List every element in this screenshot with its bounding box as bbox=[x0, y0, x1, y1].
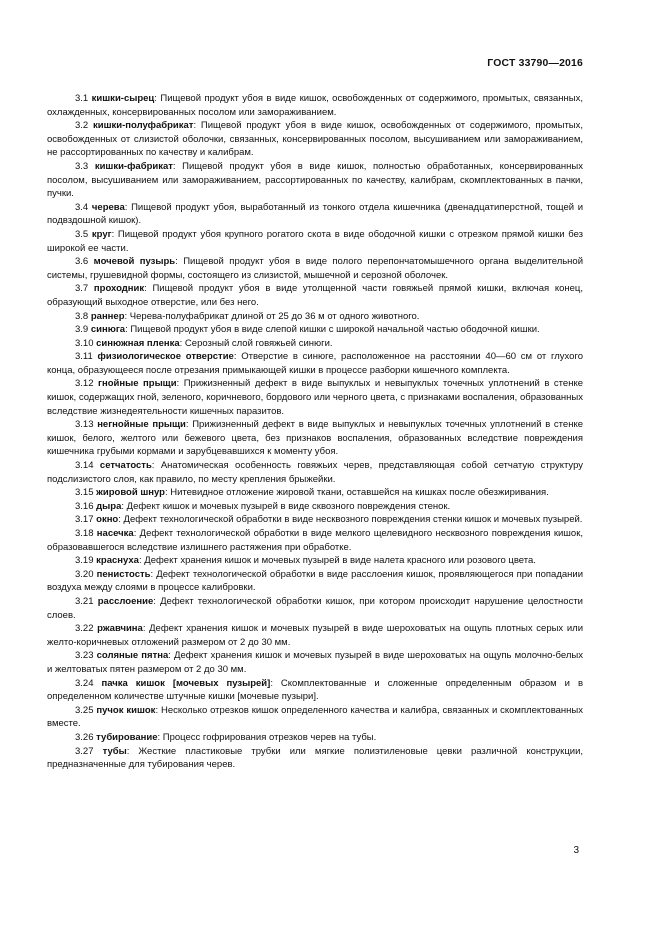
definitions-section bbox=[47, 92, 583, 772]
definition-entry bbox=[47, 119, 583, 160]
entry-term: расслоение bbox=[97, 595, 154, 607]
definition-entry bbox=[47, 554, 583, 568]
entry-number: 3.11 bbox=[75, 351, 93, 363]
entry-definition: : Нитевидное отложение жировой ткани, оставшейся на кишках после обезжиривания. bbox=[164, 487, 549, 499]
definition-entry bbox=[47, 377, 583, 418]
entry-definition: : Дефект хранения кишок и мочевых пузырей в виде шероховатых на ощупь молочно-белых и желтоватых пятен размером от 2 до 30 мм. bbox=[47, 650, 583, 675]
entry-term: дыра bbox=[96, 500, 122, 512]
definition-entry bbox=[47, 649, 583, 676]
entry-number: 3.7 bbox=[75, 283, 89, 295]
entry-term: насечка bbox=[96, 528, 134, 539]
definition-entry bbox=[47, 201, 583, 228]
entry-definition: : Черева-полуфабрикат длиной от 25 до 36 м от одного животного. bbox=[124, 310, 420, 322]
entry-definition: : Пищевой продукт убоя в виде кишок, освобожденных от содержимого, промытых, освобожденных от слизистой оболочки, связанных, консервированных посолом, высушиванием или замораживанием, не рассортированных по качеству и калибрам. bbox=[47, 120, 584, 159]
entry-number: 3.10 bbox=[75, 337, 94, 349]
entry-definition: : Пищевой продукт убоя в виде полого перепончатомышечного органа выделительной системы, грушевидной формы, состоящего из слизистой, мышечной и серозной оболочек. bbox=[47, 256, 584, 281]
entry-term: кишки-сырец bbox=[91, 93, 155, 104]
entry-definition: : Жесткие пластиковые трубки или мягкие полиэтиленовые цевки различной конструкции, предназначенные для тубирования черев. bbox=[47, 745, 584, 771]
entry-term: пенистость bbox=[96, 568, 151, 580]
definition-entry bbox=[47, 310, 583, 324]
entry-term: пучок кишок bbox=[96, 704, 156, 716]
entry-term: кишки-фабрикат bbox=[94, 160, 173, 172]
entry-number: 3.27 bbox=[75, 745, 94, 757]
entry-term: тубы bbox=[102, 745, 127, 757]
entry-definition: : Пищевой продукт убоя крупного рогатого скота в виде ободочной кишки с отрезком прямой кишки без широкой ее части. bbox=[47, 228, 583, 254]
definition-entry bbox=[47, 500, 583, 514]
definition-entry bbox=[47, 350, 583, 377]
entry-number: 3.21 bbox=[75, 595, 94, 607]
entry-number: 3.4 bbox=[75, 201, 89, 213]
entry-term: сетчатость bbox=[99, 460, 152, 472]
definition-entry bbox=[47, 595, 583, 622]
definition-entry bbox=[47, 622, 583, 649]
entry-number: 3.23 bbox=[75, 650, 94, 662]
entry-definition: : Дефект кишок и мочевых пузырей в виде сквозного повреждения стенок. bbox=[121, 500, 451, 512]
definition-entry bbox=[47, 677, 583, 704]
definition-entry bbox=[47, 160, 583, 201]
entry-number: 3.3 bbox=[75, 160, 89, 172]
entry-number: 3.24 bbox=[75, 677, 94, 689]
page-number: 3 bbox=[573, 845, 579, 856]
entry-definition: : Дефект технологической обработки в виде несквозного повреждения стенки кишок и мочевых пузырей. bbox=[118, 514, 583, 526]
entry-number: 3.16 bbox=[75, 500, 94, 512]
entry-definition: : Пищевой продукт убоя в виде кишок, полностью обработанных, консервированных посолом, высушиванием или замораживанием, рассортированных по качеству, калибрам, скомплектованных в пачки, пучки. bbox=[47, 160, 583, 200]
entry-term: жировой шнур bbox=[96, 487, 165, 499]
entry-definition: : Прижизненный дефект в виде выпуклых и невыпуклых точечных уплотнений в стенке кишок, содержащих гной, зеленого, коричневого, бордового или черного цвета, с признаками воспаления, образованных вследствие жизнедеятельности кишечных паразитов. bbox=[47, 378, 583, 417]
entry-term: мочевой пузырь bbox=[93, 256, 176, 268]
entry-term: окно bbox=[96, 514, 119, 526]
entry-definition: : Дефект хранения кишок и мочевых пузырей в виде налета красного или розового цвета. bbox=[138, 555, 536, 567]
definition-entry bbox=[47, 228, 583, 255]
entry-term: тубирование bbox=[96, 731, 158, 743]
entry-definition: : Пищевой продукт убоя в виде кишок, освобожденных от содержимого, промытых, связанных, охлажденных, консервированных посолом или замораживанием. bbox=[47, 93, 584, 118]
entry-number: 3.1 bbox=[75, 93, 89, 104]
definition-entry bbox=[47, 255, 583, 282]
entry-number: 3.12 bbox=[75, 378, 94, 390]
entry-definition: : Отверстие в синюге, расположенное на расстоянии 40—60 см от глухого конца, образующееся после отрезания примыкающей кишки в процессе разборки кишечного комплекта. bbox=[47, 351, 584, 376]
entry-definition: : Дефект технологической обработки в виде мелкого щелевидного несквозного повреждения кишок, образовавшегося вследствие излишнего растяжения при обработке. bbox=[47, 528, 583, 553]
definition-entry bbox=[47, 731, 583, 745]
entry-term: черева bbox=[91, 201, 125, 213]
entry-term: синюга bbox=[90, 324, 126, 336]
entry-number: 3.18 bbox=[75, 528, 94, 539]
entry-definition: : Несколько отрезков кишок определенного качества и калибра, связанных и скомплектованных вместе. bbox=[47, 704, 584, 730]
entry-term: физиологическое отверстие bbox=[97, 351, 234, 363]
entry-definition: : Пищевой продукт убоя в виде утолщенной части говяжьей прямой кишки, включая конец, образующий выходное отверстие, или без него. bbox=[47, 283, 584, 308]
entry-definition: : Анатомическая особенность говяжьих черев, представляющая собой сетчатую структуру подслизистого слоя, как правило, по месту крепления брыжейки. bbox=[47, 460, 583, 485]
entry-term: кишки-полуфабрикат bbox=[93, 120, 194, 132]
entry-definition: : Скомплектованные и сложенные определенным образом и в определенном количестве штучные кишки [мочевые пузыри]. bbox=[47, 677, 583, 703]
definition-entry bbox=[47, 527, 583, 554]
entry-definition: : Пищевой продукт убоя в виде слепой кишки с широкой начальной частью ободочной кишки. bbox=[125, 324, 540, 336]
entry-number: 3.26 bbox=[75, 731, 94, 743]
definition-entry bbox=[47, 459, 583, 486]
entry-number: 3.5 bbox=[75, 228, 89, 240]
entry-definition: : Серозный слой говяжьей синюги. bbox=[179, 337, 333, 349]
definition-entry bbox=[47, 704, 583, 731]
definition-entry bbox=[47, 486, 583, 500]
definition-entry bbox=[47, 745, 583, 772]
definition-entry bbox=[47, 323, 583, 337]
entry-number: 3.15 bbox=[75, 487, 94, 499]
entry-definition: : Пищевой продукт убоя, выработанный из тонкого отдела кишечника (двенадцатиперстной, тощей и подвздошной кишок). bbox=[47, 201, 584, 227]
entry-definition: : Дефект технологической обработки кишок, при котором происходит нарушение целостности слоев. bbox=[47, 595, 583, 621]
entry-number: 3.8 bbox=[75, 310, 89, 322]
definition-entry bbox=[47, 282, 583, 309]
entry-term: раннер bbox=[90, 310, 125, 322]
entry-term: гнойные прыщи bbox=[98, 378, 177, 390]
entry-definition: : Дефект технологической обработки в виде расслоения кишок, проявляющегося при попадании воздуха между слоями в процессе калибровки. bbox=[47, 568, 584, 594]
definition-entry bbox=[47, 568, 583, 595]
entry-number: 3.9 bbox=[75, 324, 89, 336]
definition-entry bbox=[47, 92, 583, 119]
entry-number: 3.20 bbox=[75, 568, 94, 580]
entry-term: соляные пятна bbox=[96, 650, 169, 662]
entry-number: 3.22 bbox=[75, 623, 94, 635]
entry-term: ржавчина bbox=[97, 623, 143, 635]
entry-number: 3.6 bbox=[75, 256, 89, 268]
entry-term: круг bbox=[91, 228, 112, 240]
entry-number: 3.19 bbox=[75, 555, 94, 567]
entry-number: 3.2 bbox=[75, 120, 89, 132]
entry-definition: : Процесс гофрирования отрезков черев на тубы. bbox=[157, 731, 377, 743]
entry-number: 3.13 bbox=[75, 419, 94, 431]
entry-term: пачка кишок [мочевых пузырей] bbox=[101, 677, 271, 689]
entry-term: проходник bbox=[93, 283, 145, 295]
entry-term: краснуха bbox=[96, 555, 139, 567]
definition-entry bbox=[47, 337, 583, 351]
entry-number: 3.17 bbox=[75, 514, 94, 526]
entry-number: 3.25 bbox=[75, 704, 94, 716]
entry-term: синюжная пленка bbox=[96, 337, 180, 349]
definition-entry bbox=[47, 418, 583, 459]
entry-definition: : Дефект хранения кишок и мочевых пузырей в виде шероховатых на ощупь плотных серых или желто-коричневых отложений размером от 2 до 30 мм. bbox=[47, 623, 583, 648]
definition-entry bbox=[47, 513, 583, 527]
entry-definition: : Прижизненный дефект в виде выпуклых и невыпуклых точечных уплотнений в стенке кишок, белого, желтого или бежевого цвета, без признаков воспаления, образованных вследствие повреждения кишечника грубыми кормами и зарубцевавшихся к моменту убоя. bbox=[47, 419, 583, 458]
standard-code-header: ГОСТ 33790—2016 bbox=[487, 58, 583, 69]
entry-number: 3.14 bbox=[75, 460, 94, 472]
entry-term: негнойные прыщи bbox=[97, 419, 186, 431]
